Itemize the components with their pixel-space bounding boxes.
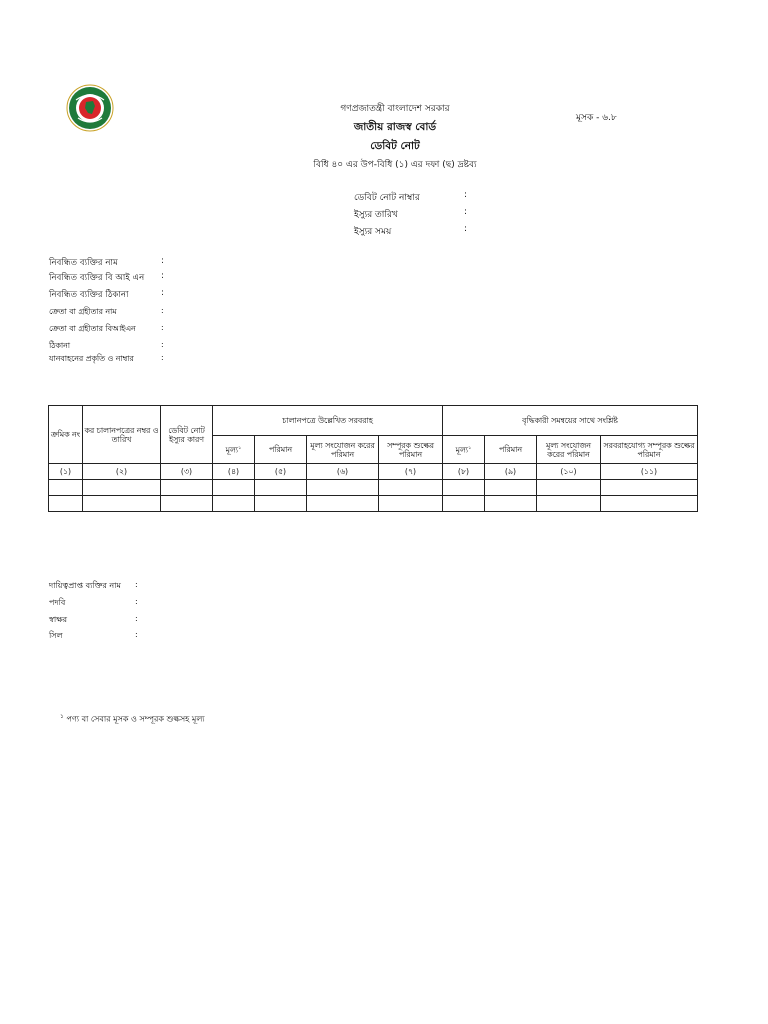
nbr-title: জাতীয় রাজস্ব বোর্ড xyxy=(353,121,437,133)
vehicle-row xyxy=(49,353,164,366)
field-label: ঠিকানা xyxy=(49,341,71,350)
field-colon: : xyxy=(161,288,164,298)
footnote-text: পণ্য বা সেবার মূসক ও সম্পূরক শুল্কসহ মূল্য xyxy=(66,714,205,724)
issue-time-row xyxy=(354,224,468,239)
sig-colon: : xyxy=(135,597,138,606)
designation-row xyxy=(49,597,138,610)
field-label: নিবন্ধিত ব্যক্তির ঠিকানা xyxy=(49,290,129,300)
col-number: (৫) xyxy=(255,464,307,480)
supplementary-duty-header-2: সরবরাহযোগ্য সম্পূরক শুল্কের পরিমান xyxy=(601,436,698,464)
vat-amount-header: মূল্য সংযোজন করের পরিমান xyxy=(307,436,379,464)
footnote-mark: ১ xyxy=(238,445,242,452)
field-label: নিবন্ধিত ব্যক্তির বি আই এন xyxy=(49,273,145,283)
registered-person-address-row xyxy=(49,288,164,302)
debit-note-number-row xyxy=(354,190,468,205)
field-colon: : xyxy=(161,306,164,315)
serial-header: ক্রমিক নং xyxy=(49,406,83,464)
col-number: (৪) xyxy=(213,464,255,480)
vat-amount-header-2: মূল্য সংযোজন করের পরিমান xyxy=(537,436,601,464)
col-number: (২) xyxy=(83,464,161,480)
sig-label: স্বাক্ষর xyxy=(49,615,68,624)
col-number: (৬) xyxy=(307,464,379,480)
table-row xyxy=(49,480,698,496)
field-colon: : xyxy=(161,353,164,362)
sig-label: পদবি xyxy=(49,598,66,607)
registered-person-name-row xyxy=(49,256,164,270)
form-number: মূসক - ৬.৮ xyxy=(576,113,617,123)
meta-label: ডেবিট নোট নাম্বার xyxy=(354,193,420,203)
col-number: (৯) xyxy=(485,464,537,480)
buyer-bin-row xyxy=(49,323,164,336)
meta-colon: : xyxy=(464,224,468,234)
rule-reference: বিধি ৪০ এর উপ-বিধি (১) এর দফা (ছ) দ্রষ্টব্য xyxy=(313,160,477,170)
field-label: ক্রেতা বা গ্রহীতার বিআইএন xyxy=(49,324,136,333)
registered-person-bin-row xyxy=(49,271,164,285)
meta-colon: : xyxy=(464,190,468,200)
address-row xyxy=(49,340,164,353)
field-label: যানবাহনের প্রকৃতি ও নাম্বার xyxy=(49,354,134,363)
field-label: নিবন্ধিত ব্যক্তির নাম xyxy=(49,258,118,268)
buyer-name-row xyxy=(49,306,164,319)
increase-group-header: বৃদ্ধিকারী সমন্বয়ের সাথে সংশ্লিষ্ট xyxy=(443,406,698,436)
meta-colon: : xyxy=(464,207,468,217)
footnote-mark: ১ xyxy=(468,445,472,452)
field-colon: : xyxy=(161,256,164,266)
meta-label: ইস্যুর তারিখ xyxy=(354,210,398,220)
sig-label: দায়িত্বপ্রাপ্ত ব্যক্তির নাম xyxy=(49,581,121,590)
quantity-header: পরিমান xyxy=(255,436,307,464)
quantity-header-2: পরিমান xyxy=(485,436,537,464)
footnote-mark: ১ xyxy=(60,713,64,720)
issue-date-row xyxy=(354,207,468,222)
table-row xyxy=(49,496,698,512)
invoice-header: কর চালানপত্রের নম্বর ও তারিখ xyxy=(83,406,161,464)
seal-row xyxy=(49,630,138,643)
field-colon: : xyxy=(161,271,164,281)
col-number: (৭) xyxy=(379,464,443,480)
sig-colon: : xyxy=(135,580,138,589)
column-number-row xyxy=(49,464,698,480)
sig-colon: : xyxy=(135,614,138,623)
col-number: (৩) xyxy=(161,464,213,480)
field-colon: : xyxy=(161,340,164,349)
col-number: (১১) xyxy=(601,464,698,480)
responsible-person-row xyxy=(49,580,138,593)
field-colon: : xyxy=(161,323,164,332)
debit-note-title: ডেবিট নোট xyxy=(370,140,420,152)
field-label: ক্রেতা বা গ্রহীতার নাম xyxy=(49,307,117,316)
reason-header: ডেবিট নোট ইস্যুর কারণ xyxy=(161,406,213,464)
value-header-2: মূল্য$^১$ xyxy=(443,436,485,464)
col-number: (৮) xyxy=(443,464,485,480)
supplementary-duty-header: সম্পূরক শুল্কের পরিমান xyxy=(379,436,443,464)
col-number: (১০) xyxy=(537,464,601,480)
government-title: গণপ্রজাতন্ত্রী বাংলাদেশ সরকার xyxy=(340,104,450,114)
signature-row xyxy=(49,614,138,627)
supply-group-header: চালানপত্রে উল্লেখিত সরবরাহ xyxy=(213,406,443,436)
footnote xyxy=(60,711,205,727)
sig-colon: : xyxy=(135,630,138,639)
meta-label: ইস্যুর সময় xyxy=(354,227,392,237)
bangladesh-government-seal-icon xyxy=(66,84,114,132)
debit-note-table xyxy=(48,405,698,512)
col-number: (১) xyxy=(49,464,83,480)
sig-label: সিল xyxy=(49,631,63,640)
value-header: মূল্য$^১$ xyxy=(213,436,255,464)
